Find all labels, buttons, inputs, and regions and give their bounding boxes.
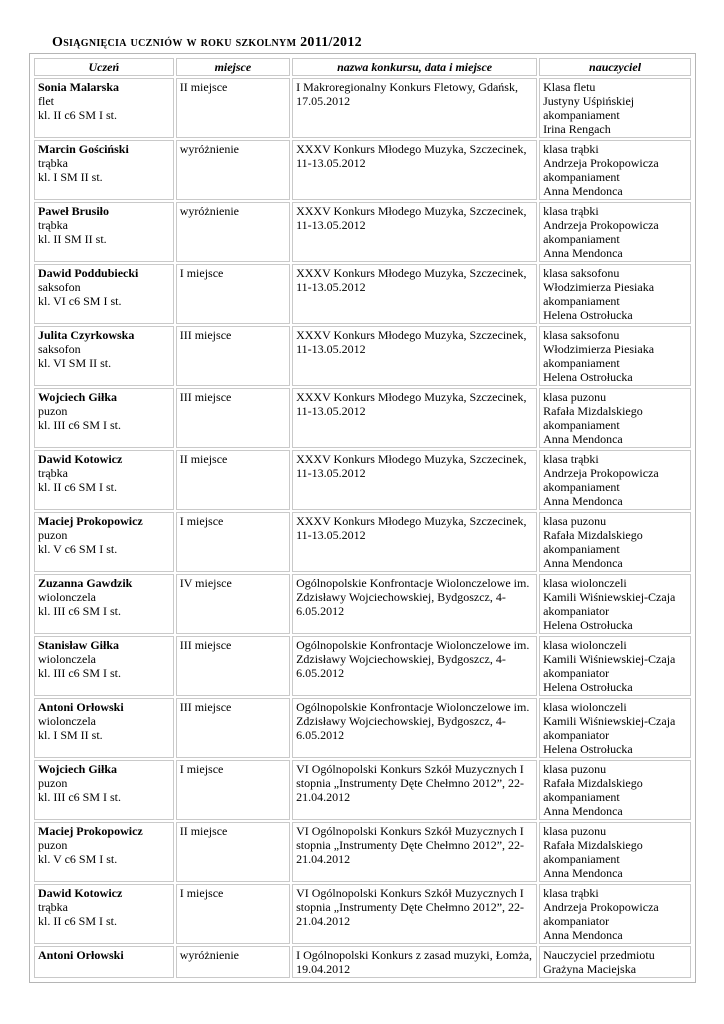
teacher-line: Helena Ostrołucka (543, 680, 633, 694)
place-cell: III miejsce (176, 636, 290, 696)
table-row (34, 698, 691, 758)
table-row (34, 822, 691, 882)
student-instrument: puzon (38, 404, 68, 418)
teacher-cell (539, 822, 691, 882)
student-class: kl. II c6 SM I st. (38, 480, 117, 494)
teacher-line: Andrzeja Prokopowicza (543, 466, 659, 480)
student-instrument: puzon (38, 838, 68, 852)
contest-cell: Ogólnopolskie Konfrontacje Wiolonczelowe im. Zdzisławy Wojciechowskiej, Bydgoszcz, 4-6.05.2012 (292, 698, 537, 758)
teacher-line: Helena Ostrołucka (543, 742, 633, 756)
student-instrument: wiolonczela (38, 590, 96, 604)
teacher-line: Anna Mendonca (543, 432, 623, 446)
student-name: Dawid Poddubiecki (38, 266, 139, 280)
student-instrument: wiolonczela (38, 652, 96, 666)
student-instrument: puzon (38, 528, 68, 542)
student-instrument: saksofon (38, 342, 81, 356)
table-row (34, 264, 691, 324)
teacher-line: akompaniament (543, 480, 620, 494)
teacher-line: Rafała Mizdalskiego (543, 528, 643, 542)
student-cell (34, 78, 174, 138)
place-cell: III miejsce (176, 698, 290, 758)
teacher-cell (539, 698, 691, 758)
teacher-cell (539, 450, 691, 510)
place-cell: I miejsce (176, 512, 290, 572)
teacher-line: akompaniament (543, 418, 620, 432)
student-cell (34, 698, 174, 758)
student-class: kl. VI SM II st. (38, 356, 112, 370)
header-student: Uczeń (34, 58, 174, 76)
achievements-table-frame (29, 53, 696, 983)
teacher-line: Helena Ostrołucka (543, 618, 633, 632)
contest-cell: VI Ogólnopolski Konkurs Szkół Muzycznych I stopnia „Instrumenty Dęte Chełmno 2012”, 22-21.04.2012 (292, 760, 537, 820)
teacher-line: Kamili Wiśniewskiej-Czaja (543, 714, 676, 728)
teacher-line: Andrzeja Prokopowicza (543, 900, 659, 914)
table-row (34, 202, 691, 262)
teacher-cell (539, 202, 691, 262)
student-name: Paweł Brusiło (38, 204, 109, 218)
student-name: Marcin Gościński (38, 142, 129, 156)
teacher-cell (539, 326, 691, 386)
contest-cell: XXXV Konkurs Młodego Muzyka, Szczecinek, 11-13.05.2012 (292, 388, 537, 448)
teacher-cell (539, 512, 691, 572)
place-cell: I miejsce (176, 264, 290, 324)
table-row (34, 512, 691, 572)
student-cell (34, 388, 174, 448)
teacher-line: Anna Mendonca (543, 804, 623, 818)
teacher-line: akompaniament (543, 356, 620, 370)
student-cell (34, 760, 174, 820)
teacher-line: klasa puzonu (543, 390, 607, 404)
table-row (34, 760, 691, 820)
teacher-line: akompaniament (543, 294, 620, 308)
contest-cell: XXXV Konkurs Młodego Muzyka, Szczecinek, 11-13.05.2012 (292, 326, 537, 386)
student-class: kl. V c6 SM I st. (38, 542, 118, 556)
teacher-line: akompaniator (543, 604, 610, 618)
teacher-line: akompaniament (543, 542, 620, 556)
teacher-line: Helena Ostrołucka (543, 308, 633, 322)
place-cell: II miejsce (176, 78, 290, 138)
student-cell (34, 512, 174, 572)
student-name: Maciej Prokopowicz (38, 824, 143, 838)
header-teacher: nauczyciel (539, 58, 691, 76)
student-class: kl. II SM II st. (38, 232, 107, 246)
student-cell (34, 202, 174, 262)
student-instrument: puzon (38, 776, 68, 790)
student-cell (34, 822, 174, 882)
header-contest: nazwa konkursu, data i miejsce (292, 58, 537, 76)
teacher-line: Irina Rengach (543, 122, 611, 136)
place-cell: wyróżnienie (176, 946, 290, 978)
contest-cell: XXXV Konkurs Młodego Muzyka, Szczecinek, 11-13.05.2012 (292, 450, 537, 510)
teacher-cell (539, 946, 691, 978)
teacher-line: akompaniament (543, 790, 620, 804)
student-name: Zuzanna Gawdzik (38, 576, 133, 590)
student-instrument: wiolonczela (38, 714, 96, 728)
teacher-line: klasa wiolonczeli (543, 700, 627, 714)
place-cell: III miejsce (176, 388, 290, 448)
teacher-line: Rafała Mizdalskiego (543, 404, 643, 418)
document-title: Osiągnięcia uczniów w roku szkolnym 2011/2012 (52, 35, 362, 50)
place-cell: III miejsce (176, 326, 290, 386)
table-row (34, 574, 691, 634)
teacher-line: klasa puzonu (543, 514, 607, 528)
table-row (34, 78, 691, 138)
student-class: kl. II c6 SM I st. (38, 108, 117, 122)
student-class: kl. III c6 SM I st. (38, 418, 121, 432)
teacher-line: klasa trąbki (543, 886, 599, 900)
teacher-line: akompaniator (543, 728, 610, 742)
student-cell (34, 946, 174, 978)
student-class: kl. VI c6 SM I st. (38, 294, 122, 308)
teacher-line: akompaniator (543, 666, 610, 680)
student-instrument: trąbka (38, 156, 68, 170)
student-name: Stanisław Giłka (38, 638, 120, 652)
student-instrument: trąbka (38, 466, 68, 480)
teacher-line: klasa wiolonczeli (543, 576, 627, 590)
teacher-line: Helena Ostrołucka (543, 370, 633, 384)
teacher-line: klasa saksofonu (543, 266, 620, 280)
contest-cell: XXXV Konkurs Młodego Muzyka, Szczecinek, 11-13.05.2012 (292, 140, 537, 200)
header-place: miejsce (176, 58, 290, 76)
student-cell (34, 326, 174, 386)
student-class: kl. I SM II st. (38, 728, 103, 742)
contest-cell: Ogólnopolskie Konfrontacje Wiolonczelowe im. Zdzisławy Wojciechowskiej, Bydgoszcz, 4-6.05.2012 (292, 636, 537, 696)
table-row (34, 946, 691, 978)
teacher-line: Anna Mendonca (543, 184, 623, 198)
table-row (34, 326, 691, 386)
teacher-line: klasa saksofonu (543, 328, 620, 342)
teacher-cell (539, 574, 691, 634)
student-name: Dawid Kotowicz (38, 886, 123, 900)
teacher-line: klasa puzonu (543, 824, 607, 838)
teacher-line: Justyny Uśpińskiej (543, 94, 635, 108)
contest-cell: VI Ogólnopolski Konkurs Szkół Muzycznych I stopnia „Instrumenty Dęte Chełmno 2012”, 22-21.04.2012 (292, 822, 537, 882)
contest-cell: I Makroregionalny Konkurs Fletowy, Gdańsk, 17.05.2012 (292, 78, 537, 138)
teacher-line: Nauczyciel przedmiotu (543, 948, 655, 962)
student-cell (34, 264, 174, 324)
contest-cell: XXXV Konkurs Młodego Muzyka, Szczecinek, 11-13.05.2012 (292, 264, 537, 324)
teacher-cell (539, 140, 691, 200)
teacher-line: Anna Mendonca (543, 556, 623, 570)
teacher-line: Włodzimierza Piesiaka (543, 342, 655, 356)
teacher-line: akompaniator (543, 914, 610, 928)
place-cell: wyróżnienie (176, 140, 290, 200)
teacher-line: Klasa fletu (543, 80, 596, 94)
teacher-line: Anna Mendonca (543, 928, 623, 942)
student-name: Sonia Malarska (38, 80, 120, 94)
student-class: kl. III c6 SM I st. (38, 666, 121, 680)
student-cell (34, 636, 174, 696)
place-cell: I miejsce (176, 884, 290, 944)
student-name: Wojciech Giłka (38, 390, 117, 404)
teacher-line: Andrzeja Prokopowicza (543, 218, 659, 232)
student-instrument: flet (38, 94, 54, 108)
teacher-cell (539, 388, 691, 448)
place-cell: IV miejsce (176, 574, 290, 634)
teacher-line: klasa trąbki (543, 452, 599, 466)
place-cell: II miejsce (176, 450, 290, 510)
table-row (34, 388, 691, 448)
contest-cell: VI Ogólnopolski Konkurs Szkół Muzycznych I stopnia „Instrumenty Dęte Chełmno 2012”, 22-21.04.2012 (292, 884, 537, 944)
student-name: Maciej Prokopowicz (38, 514, 143, 528)
teacher-cell (539, 78, 691, 138)
table-row (34, 884, 691, 944)
teacher-line: Anna Mendonca (543, 494, 623, 508)
student-class: kl. III c6 SM I st. (38, 790, 121, 804)
student-cell (34, 574, 174, 634)
contest-cell: XXXV Konkurs Młodego Muzyka, Szczecinek, 11-13.05.2012 (292, 512, 537, 572)
achievements-table (32, 56, 693, 980)
place-cell: II miejsce (176, 822, 290, 882)
teacher-line: Grażyna Maciejska (543, 962, 637, 976)
contest-cell: I Ogólnopolski Konkurs z zasad muzyki, Łomża, 19.04.2012 (292, 946, 537, 978)
place-cell: I miejsce (176, 760, 290, 820)
student-cell (34, 450, 174, 510)
student-name: Antoni Orłowski (38, 948, 124, 962)
contest-cell: XXXV Konkurs Młodego Muzyka, Szczecinek, 11-13.05.2012 (292, 202, 537, 262)
teacher-line: klasa trąbki (543, 142, 599, 156)
teacher-cell (539, 884, 691, 944)
teacher-line: akompaniament (543, 108, 620, 122)
student-name: Julita Czyrkowska (38, 328, 135, 342)
student-name: Wojciech Giłka (38, 762, 117, 776)
student-name: Dawid Kotowicz (38, 452, 123, 466)
teacher-line: akompaniament (543, 170, 620, 184)
place-cell: wyróżnienie (176, 202, 290, 262)
teacher-line: Włodzimierza Piesiaka (543, 280, 655, 294)
table-row (34, 140, 691, 200)
student-name: Antoni Orłowski (38, 700, 124, 714)
teacher-line: akompaniament (543, 232, 620, 246)
contest-cell: Ogólnopolskie Konfrontacje Wiolonczelowe im. Zdzisławy Wojciechowskiej, Bydgoszcz, 4-6.05.2012 (292, 574, 537, 634)
teacher-line: klasa puzonu (543, 762, 607, 776)
student-class: kl. V c6 SM I st. (38, 852, 118, 866)
student-cell (34, 140, 174, 200)
teacher-line: akompaniament (543, 852, 620, 866)
teacher-line: Andrzeja Prokopowicza (543, 156, 659, 170)
student-instrument: trąbka (38, 218, 68, 232)
teacher-line: Rafała Mizdalskiego (543, 776, 643, 790)
teacher-cell (539, 636, 691, 696)
teacher-line: Rafała Mizdalskiego (543, 838, 643, 852)
table-header-row (34, 58, 691, 76)
student-class: kl. III c6 SM I st. (38, 604, 121, 618)
student-cell (34, 884, 174, 944)
teacher-line: Kamili Wiśniewskiej-Czaja (543, 590, 676, 604)
table-row (34, 636, 691, 696)
teacher-line: klasa trąbki (543, 204, 599, 218)
teacher-line: Anna Mendonca (543, 246, 623, 260)
table-row (34, 450, 691, 510)
student-class: kl. I SM II st. (38, 170, 103, 184)
student-class: kl. II c6 SM I st. (38, 914, 117, 928)
teacher-cell (539, 264, 691, 324)
student-instrument: saksofon (38, 280, 81, 294)
teacher-line: klasa wiolonczeli (543, 638, 627, 652)
student-instrument: trąbka (38, 900, 68, 914)
teacher-cell (539, 760, 691, 820)
teacher-line: Anna Mendonca (543, 866, 623, 880)
teacher-line: Kamili Wiśniewskiej-Czaja (543, 652, 676, 666)
